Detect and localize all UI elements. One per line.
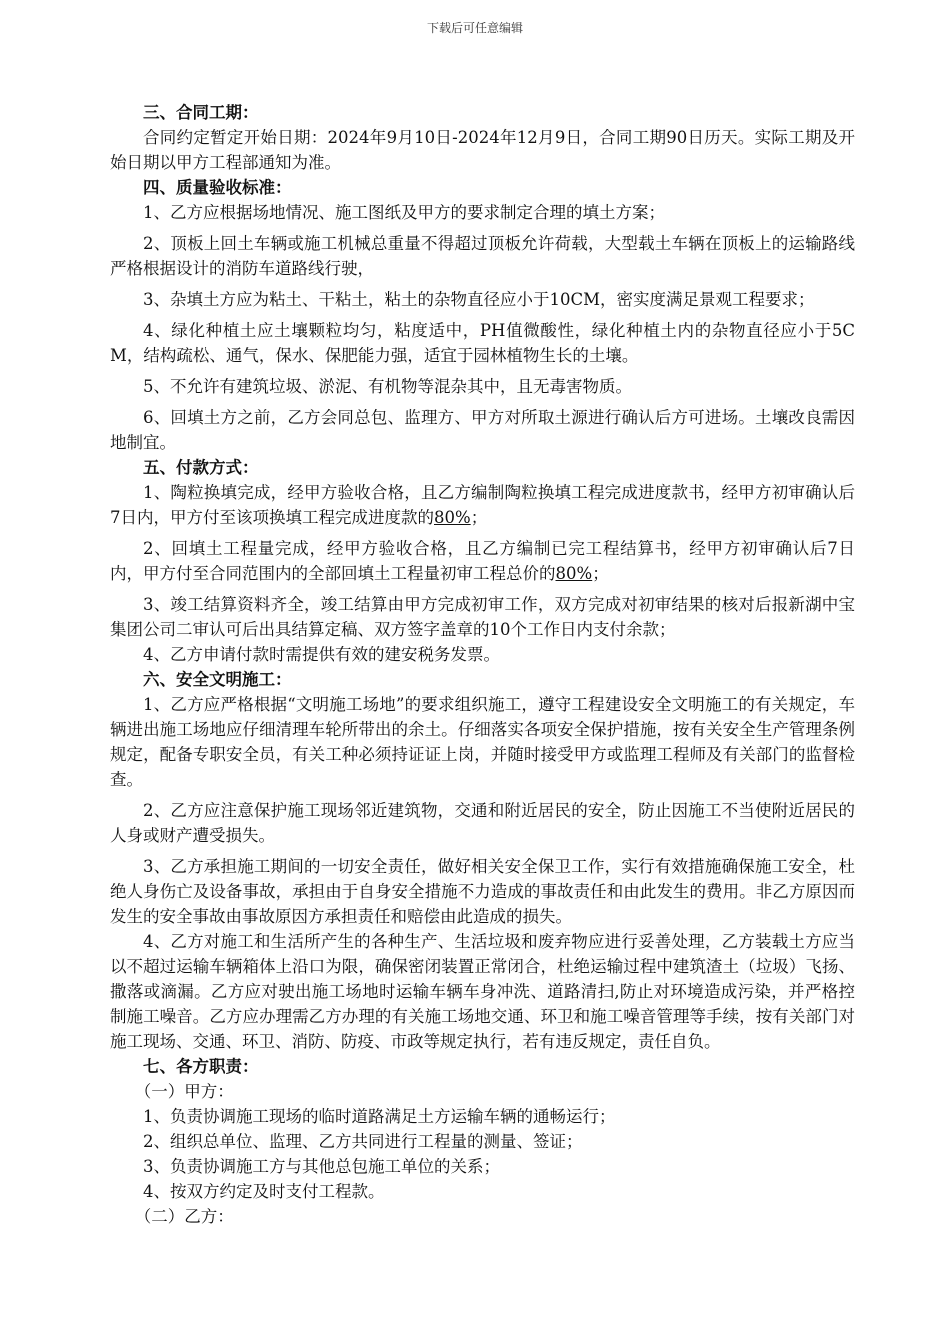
paragraph: 1、乙方应严格根据“文明施工场地”的要求组织施工，遵守工程建设安全文明施工的有关规定，车辆进出施工场地应仔细清理车轮所带出的余土。仔细落实各项安全保护措施，按有关安全生产管理条例规定，配备专职安全员，有关工种必须持证证上岗，并随时接受甲方或监理工程师及有关部门的监督检查。 [110,695,855,789]
paragraph-text: 2、回填土工程量完成，经甲方验收合格，且乙方编制已完工程结算书，经甲方初审确认后7日内，甲方付至合同范围内的全部回填土工程量初审工程总价的 [110,539,855,583]
paragraph-text: 1、陶粒换填完成，经甲方验收合格，且乙方编制陶粒换填工程完成进度款书，经甲方初审确认后7日内，甲方付至该项换填工程完成进度款的 [110,483,855,527]
paragraph: 6、回填土方之前，乙方会同总包、监理方、甲方对所取土源进行确认后方可进场。土壤改良需因地制宜。 [110,408,855,452]
paragraph: 2、顶板上回土车辆或施工机械总重量不得超过顶板允许荷载，大型载土车辆在顶板上的运输路线严格根据设计的消防车道路线行驶， [110,234,855,278]
paragraph: 4、乙方对施工和生活所产生的各种生产、生活垃圾和废弃物应进行妥善处理，乙方装载土方应当以不超过运输车辆箱体上沿口为限，确保密闭装置正常闭合，杜绝运输过程中建筑渣土（垃圾）飞扬、撒落或滴漏。乙方应对驶出施工场地时运输车辆车身冲洗、道路清扫,防止对环境造成污染，并严格控制施工噪音。乙方应办理需乙方办理的有关施工场地交通、环卫和施工噪音管理等手续，按有关部门对施工现场、交通、环卫、消防、防疫、市政等规定执行，若有违反规定，责任自负。 [110,932,855,1051]
list-item: 1、负责协调施工现场的临时道路满足土方运输车辆的通畅运行； [143,1107,616,1126]
document-body [110,100,855,1229]
paragraph: 2、乙方应注意保护施工现场邻近建筑物，交通和附近居民的安全，防止因施工不当使附近居民的人身或财产遭受损失。 [110,801,855,845]
paragraph: 3、竣工结算资料齐全，竣工结算由甲方完成初审工作，双方完成对初审结果的核对后报新湖中宝集团公司二审认可后出具结算定稿、双方签字盖章的10个工作日内支付余款； [110,595,855,639]
section-heading: 六、安全文明施工： [143,670,292,689]
section-heading: 五、付款方式： [143,458,259,477]
section-heading: 七、各方职责： [143,1057,259,1076]
paragraph: 4、乙方申请付款时需提供有效的建安税务发票。 [143,645,500,664]
section-heading: 四、质量验收标准： [143,178,292,197]
paragraph: 1、乙方应根据场地情况、施工图纸及甲方的要求制定合理的填土方案； [143,203,665,222]
list-item: 3、负责协调施工方与其他总包施工单位的关系； [143,1157,500,1176]
paragraph: 合同约定暂定开始日期：2024年9月10日-2024年12月9日，合同工期90日历天。实际工期及开始日期以甲方工程部通知为准。 [110,128,855,172]
list-item: 2、组织总单位、监理、乙方共同进行工程量的测量、签证； [143,1132,583,1151]
paragraph-text: ； [592,564,609,583]
paragraph [110,536,855,586]
page-header: 下载后可任意编辑 [426,21,523,35]
paragraph [110,480,855,530]
paragraph: 4、绿化种植土应土壤颗粒均匀，粘度适中，PH值微酸性，绿化种植土内的杂物直径应小于5CM，结构疏松、通气，保水、保肥能力强，适宜于园林植物生长的土壤。 [110,321,855,365]
list-item: 4、按双方约定及时支付工程款。 [143,1182,385,1201]
underlined-percentage: 80% [434,508,471,527]
paragraph: 3、乙方承担施工期间的一切安全责任，做好相关安全保卫工作，实行有效措施确保施工安全，杜绝人身伤亡及设备事故，承担由于自身安全措施不力造成的事故责任和由此发生的费用。非乙方原因而发生的安全事故由事故原因方承担责任和赔偿由此造成的损失。 [110,857,855,926]
party-a-label: （一）甲方： [134,1082,234,1101]
paragraph: 3、杂填土方应为粘土、干粘土，粘土的杂物直径应小于10CM，密实度满足景观工程要求； [143,290,815,309]
paragraph-text: ； [470,508,488,527]
underlined-percentage: 80% [555,564,593,583]
paragraph: 5、不允许有建筑垃圾、淤泥、有机物等混杂其中，且无毒害物质。 [143,377,632,396]
party-b-label: （二）乙方： [134,1207,234,1226]
section-heading: 三、合同工期： [143,103,259,122]
